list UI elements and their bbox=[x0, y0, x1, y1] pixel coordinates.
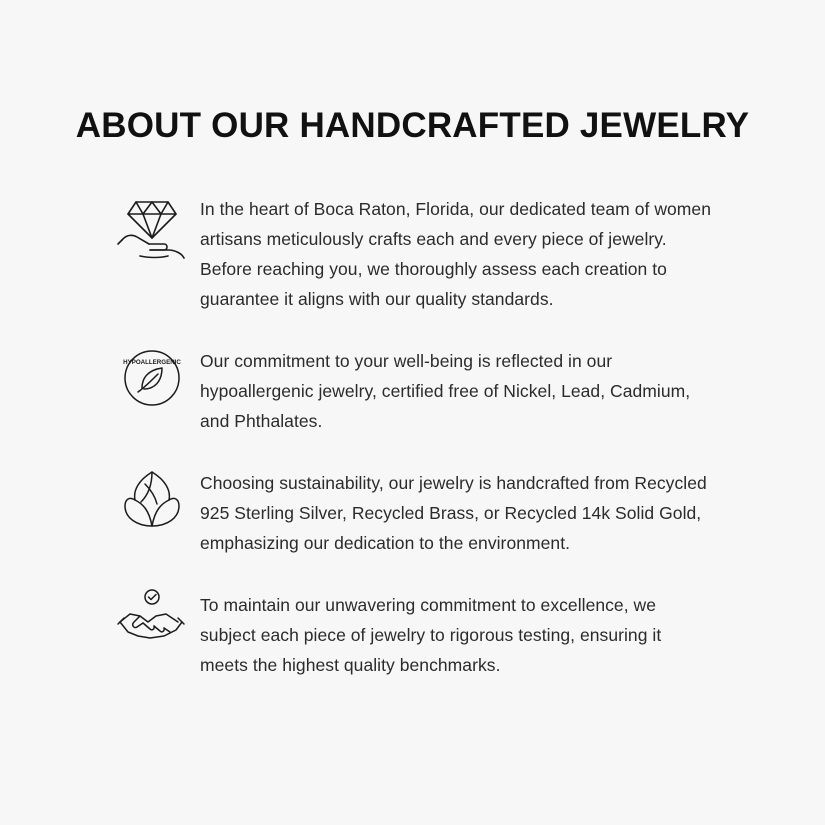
page-title: ABOUT OUR HANDCRAFTED JEWELRY bbox=[75, 106, 750, 145]
hypoallergenic-leaf-badge-icon bbox=[104, 342, 200, 428]
list-item-text: Choosing sustainability, our jewelry is handcrafted from Recycled 925 Sterling Silver, Recycled Brass, or Recycled 14k Solid Gold, emphasizing our dedication to the environment. bbox=[200, 473, 707, 553]
list-item bbox=[104, 586, 713, 680]
list-item bbox=[104, 190, 713, 314]
svg-text:HYPOALLERGENIC: HYPOALLERGENIC bbox=[123, 359, 181, 366]
list-item-text: Our commitment to your well-being is reflected in our hypoallergenic jewelry, certified free of Nickel, Lead, Cadmium, and Phthalates. bbox=[200, 351, 691, 431]
list-item bbox=[104, 342, 713, 436]
list-item-text: In the heart of Boca Raton, Florida, our dedicated team of women artisans meticulously crafts each and every piece of jewelry. Before reaching you, we thoroughly assess each creation to guarantee it aligns with our quality standards. bbox=[200, 199, 711, 309]
handshake-check-icon bbox=[104, 586, 200, 672]
recycled-leaves-icon bbox=[104, 464, 200, 550]
list-item-text: To maintain our unwavering commitment to excellence, we subject each piece of jewelry to rigorous testing, ensuring it meets the highest quality benchmarks. bbox=[200, 595, 662, 675]
feature-list bbox=[0, 190, 825, 680]
list-item bbox=[104, 464, 713, 558]
diamond-in-hand-icon bbox=[104, 190, 200, 300]
